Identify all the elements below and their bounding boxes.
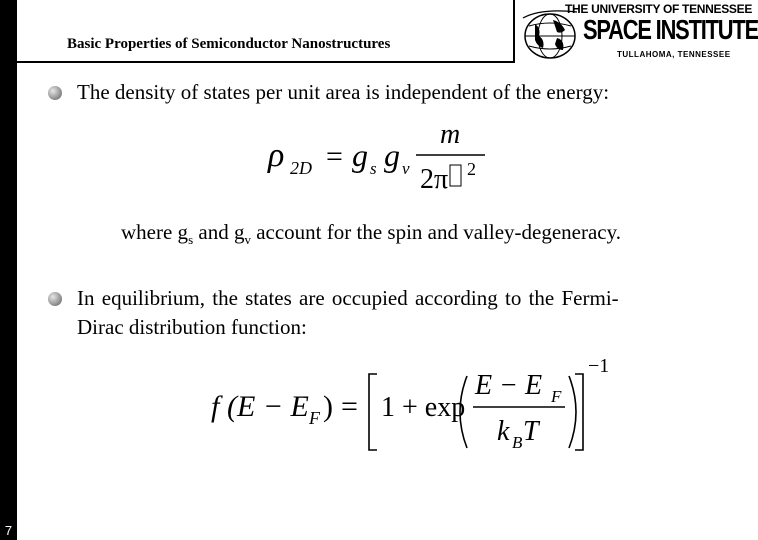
left-sidebar-bar — [0, 0, 17, 540]
eq2-denominator-T: T — [523, 416, 539, 447]
eq1-g2: g — [384, 137, 400, 173]
equation-fermi-dirac — [205, 350, 625, 460]
eq1-hbar-box — [450, 165, 461, 186]
eq2-arg-close: ) — [323, 390, 333, 423]
bullet-text-fermi-line1: In equilibrium, the states are occupied according to the Fermi- — [77, 286, 619, 310]
bullet-text-dos: The density of states per unit area is independent of the energy: — [77, 80, 610, 104]
eq2-power: −1 — [588, 355, 610, 377]
degeneracy-sub-s: s — [188, 232, 194, 248]
eq1-denominator: 2π — [420, 164, 449, 195]
logo-location-text: TULLAHOMA, TENNESSEE — [617, 50, 731, 59]
eq2-arg-open: (E − E — [227, 390, 309, 423]
eq2-denominator-k: k — [497, 416, 510, 447]
eq2-one-plus-exp: 1 + exp — [381, 392, 466, 423]
eq2-numerator: E − E — [475, 370, 543, 401]
eq1-equals: = — [326, 140, 343, 173]
logo-university-text: THE UNIVERSITY OF TENNESSEE — [565, 2, 753, 16]
eq2-equals: = — [341, 390, 358, 423]
eq1-g-subscript-s: s — [370, 159, 377, 178]
degeneracy-suffix: account for the spin and valley-degeneracy. — [250, 220, 622, 244]
header-frame — [17, 0, 515, 63]
logo-institute-text: SPACE INSTITUTE — [583, 14, 758, 45]
degeneracy-prefix: where g — [121, 220, 189, 244]
eq2-right-paren — [569, 376, 576, 448]
equation-density-of-states — [262, 118, 502, 198]
eq2-f: f — [211, 390, 220, 423]
eq2-numerator-subscript: F — [551, 387, 562, 406]
bullet-icon — [48, 292, 62, 306]
bullet-text-fermi-line2: Dirac distribution function: — [77, 315, 307, 339]
eq1-g: g — [352, 137, 368, 173]
eq1-numerator: m — [440, 119, 461, 150]
eq1-denominator-exponent: 2 — [467, 159, 476, 179]
eq1-rho: ρ — [268, 137, 285, 174]
degeneracy-sub-v: v — [244, 232, 251, 248]
slide-title: Basic Properties of Semiconductor Nanostructures — [67, 36, 391, 52]
eq1-g-subscript-v: v — [402, 159, 410, 178]
degeneracy-note — [121, 220, 621, 248]
university-logo — [519, 0, 758, 66]
slide-number: 7 — [4, 523, 13, 538]
eq2-denominator-subscript: B — [512, 433, 523, 452]
eq1-rho-subscript: 2D — [290, 158, 312, 178]
bullet-icon — [48, 86, 62, 100]
eq2-arg-subscript: F — [309, 408, 320, 428]
degeneracy-mid: and g — [193, 220, 245, 244]
eq2-left-bracket — [369, 374, 377, 450]
